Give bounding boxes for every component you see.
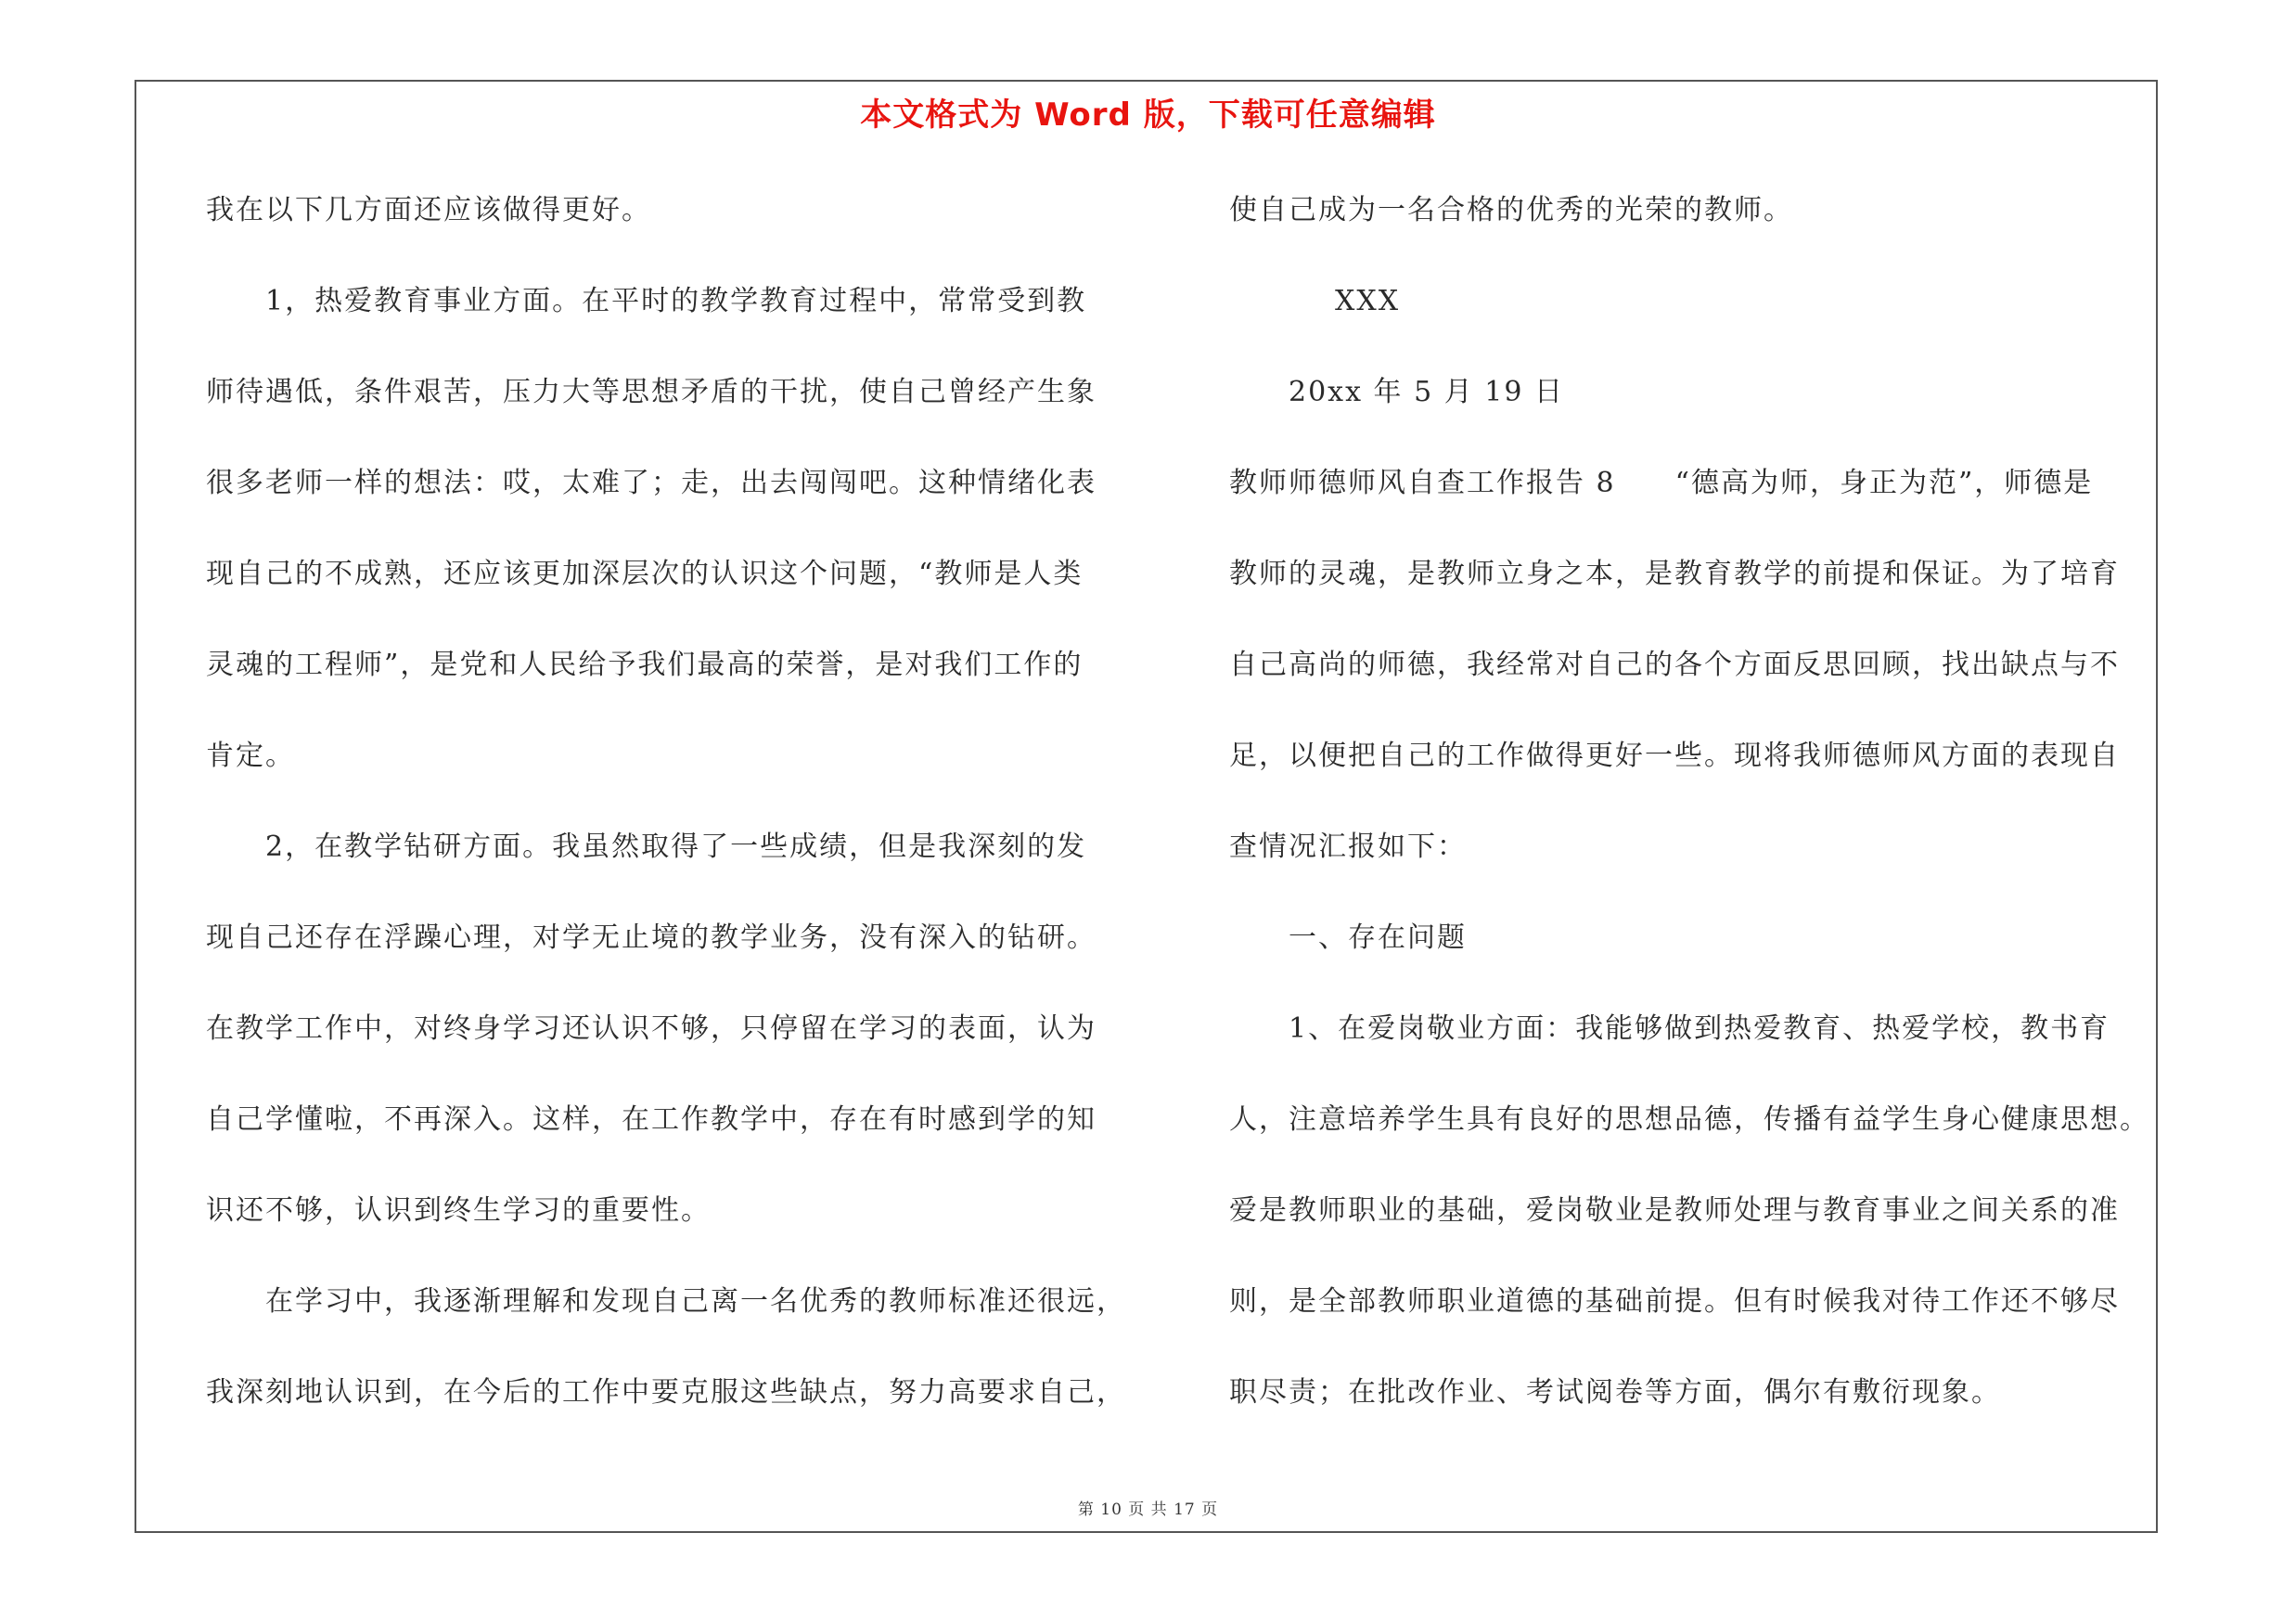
page-number-footer: 第 10 页 共 17 页 — [1077, 1501, 1219, 1519]
left-line: 我在以下几方面还应该做得更好。 — [206, 194, 651, 226]
left-line: 肯定。 — [206, 740, 295, 772]
signature-name: XXX — [1335, 285, 1401, 317]
right-line: 职尽责；在批改作业、考试阅卷等方面，偶尔有敷衍现象。 — [1229, 1376, 2001, 1409]
signature-date: 20xx 年 5 月 19 日 — [1289, 376, 1564, 408]
right-line: 人，注意培养学生具有良好的思想品德，传播有益学生身心健康思想。 — [1229, 1103, 2149, 1136]
left-line: 在教学工作中，对终身学习还认识不够，只停留在学习的表面，认为 — [206, 1012, 1097, 1045]
left-line: 灵魂的工程师”，是党和人民给予我们最高的荣誉，是对我们工作的 — [206, 649, 1084, 681]
left-line: 1，热爱教育事业方面。在平时的教学教育过程中，常常受到教 — [265, 285, 1087, 317]
right-line: 1、在爱岗敬业方面：我能够做到热爱教育、热爱学校，教书育 — [1289, 1012, 2110, 1045]
right-line: 教师的灵魂，是教师立身之本，是教育教学的前提和保证。为了培育 — [1229, 558, 2120, 590]
left-line: 2，在教学钻研方面。我虽然取得了一些成绩，但是我深刻的发 — [265, 831, 1087, 863]
left-line: 我深刻地认识到，在今后的工作中要克服这些缺点，努力高要求自己， — [206, 1376, 1126, 1409]
left-line: 在学习中，我逐渐理解和发现自己离一名优秀的教师标准还很远， — [265, 1285, 1126, 1318]
left-line: 识还不够，认识到终生学习的重要性。 — [206, 1194, 711, 1227]
right-line: 使自己成为一名合格的优秀的光荣的教师。 — [1229, 194, 1793, 226]
report-heading-line: 教师师德师风自查工作报告 8 “德高为师，身正为范”，师德是 — [1229, 467, 2094, 499]
right-line: 则，是全部教师职业道德的基础前提。但有时候我对待工作还不够尽 — [1229, 1285, 2120, 1318]
left-line: 现自己还存在浮躁心理，对学无止境的教学业务，没有深入的钻研。 — [206, 921, 1097, 954]
right-line: 爱是教师职业的基础，爱岗敬业是教师处理与教育事业之间关系的准 — [1229, 1194, 2120, 1227]
word-format-banner: 本文格式为 Word 版，下载可任意编辑 — [860, 97, 1436, 134]
left-line: 师待遇低，条件艰苦，压力大等思想矛盾的干扰，使自己曾经产生象 — [206, 376, 1097, 408]
right-line: 自己高尚的师德，我经常对自己的各个方面反思回顾，找出缺点与不 — [1229, 649, 2120, 681]
right-line: 查情况汇报如下： — [1229, 831, 1467, 863]
left-line: 自己学懂啦，不再深入。这样，在工作教学中，存在有时感到学的知 — [206, 1103, 1097, 1136]
section-heading: 一、存在问题 — [1289, 921, 1467, 954]
right-line: 足，以便把自己的工作做得更好一些。现将我师德师风方面的表现自 — [1229, 740, 2120, 772]
left-line: 很多老师一样的想法：哎，太难了；走，出去闯闯吧。这种情绪化表 — [206, 467, 1097, 499]
left-line: 现自己的不成熟，还应该更加深层次的认识这个问题，“教师是人类 — [206, 558, 1084, 590]
